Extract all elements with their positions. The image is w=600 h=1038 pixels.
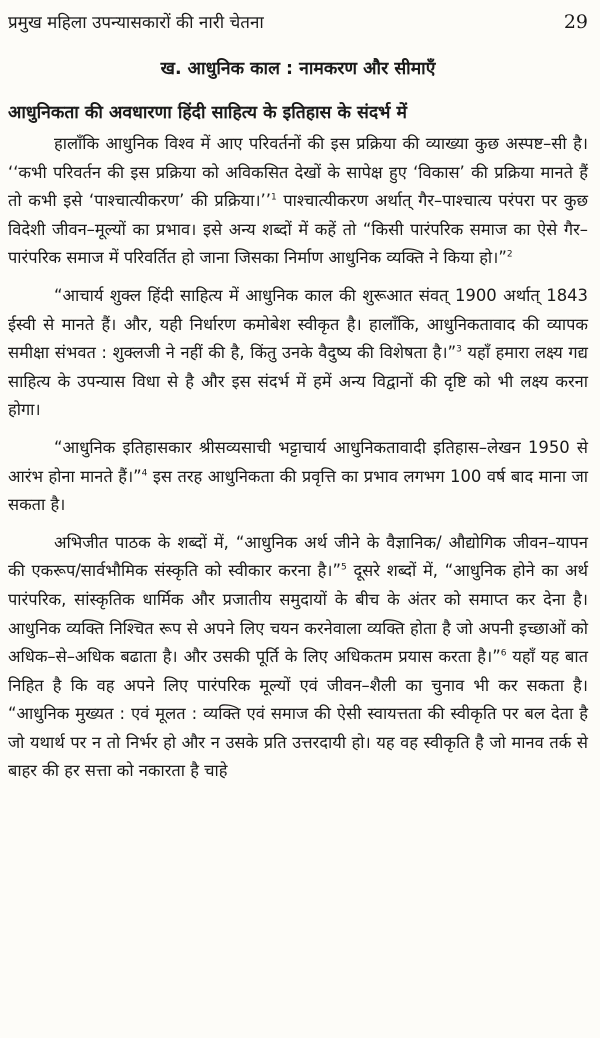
paragraph-text: अभिजीत पाठक के शब्दों में, “आधुनिक अर्थ जीने के वैज्ञानिक/ औद्योगिक जीवन–यापन की एकरूप/सार्वभौमिक संस्कृति को स्वीकार करना है।”: [8, 532, 588, 581]
subheading: आधुनिकता की अवधारणा हिंदी साहित्य के इतिहास के संदर्भ में: [8, 103, 407, 123]
paragraph-text: यहाँ हमारा लक्ष्य गद्य साहित्य के उपन्यास विधा से है और इस संदर्भ में हमें अन्य विद्वानों की दृष्टि को भी लक्ष्य करना होगा।: [8, 343, 588, 420]
paragraph-text: “आधुनिक इतिहासकार श्रीसव्यसाची भट्टाचार्य आधुनिकतावादी इतिहास–लेखन 1950 से आरंभ होना मानते हैं।”: [8, 437, 588, 486]
footnote-ref: 3: [456, 344, 462, 355]
paragraph-text: “आचार्य शुक्ल हिंदी साहित्य में आधुनिक काल की शुरूआत संवत् 1900 अर्थात् 1843 ईस्वी से मानते हैं। और, यही निर्धारण कमोबेश स्वीकृत है। हालाँकि, आधुनिकतावाद की व्यापक समीक्षा संभवत : शुक्लजी ने नहीं की है, किंतु उनके वैदुष्य की विशेषता है।”: [8, 285, 588, 363]
paragraph-text: दूसरे शब्दों में, “आधुनिक होने का अर्थ पारंपरिक, सांस्कृतिक धार्मिक और प्रजातीय समुदायों के बीच के अंतर को समाप्त कर देना है। आधुनिक व्यक्ति निश्चित रूप से अपने लिए चयन करनेवाला व्यक्ति होता है जो अपनी इच्छाओं को अधिक–से–अधिक बढाता है। और उसकी पूर्ति के लिए अधिकतम प्रयास करता है।”: [8, 561, 588, 667]
paragraph-3: [8, 434, 588, 520]
page-header: [8, 10, 588, 44]
footnote-ref: 1: [270, 192, 277, 203]
paragraph-text: इस तरह आधुनिकता की प्रवृत्ति का प्रभाव लगभग 100 वर्ष बाद माना जा सकता है।: [8, 466, 588, 515]
paragraph-text: हालाँकि आधुनिक विश्व में आए परिवर्तनों की इस प्रक्रिया की व्याख्या कुछ अस्पष्ट–सी है। ‘‘कभी परिवर्तन की इस प्रक्रिया को अविकसित देखों के सापेक्ष हुए ‘विकास’ की प्रक्रिया मानते हैं तो कभी इसे ‘पाश्चात्यीकरण’ की प्रक्रिया।’’: [8, 134, 588, 211]
footnote-ref: 5: [341, 562, 347, 573]
paragraph-1: [8, 130, 588, 273]
paragraph-2: [8, 282, 588, 425]
paragraph-text: यहाँ यह बात निहित है कि वह अपने लिए पारंपरिक मूल्यों एवं जीवन–शैली का चुनाव भी कर सकता है। “आधुनिक मुख्यत : एवं मूलत : व्यक्ति एवं समाज की ऐसी स्वायत्तता की स्वीकृति पर बल देता है जो यथार्थ पर न तो निर्भर हो और न उसके प्रति उत्तरदायी हो। यह वह स्वीकृति है जो मानव तर्क से बाहर की हर सत्ता को नकारता है चाहे: [8, 647, 588, 781]
paragraph-4: [8, 529, 588, 786]
page-number: 29: [563, 11, 588, 33]
running-title: प्रमुख महिला उपन्यासकारों की नारी चेतना: [8, 13, 264, 33]
footnote-ref: 6: [500, 648, 507, 659]
paragraph-text: पाश्चात्यीकरण अर्थात् गैर–पाश्चात्य परंपरा पर कुछ विदेशी जीवन–मूल्यों का प्रभाव। इसे अन्य शब्दों में कहें तो “किसी पारंपरिक समाज का ऐसे गैर–पारंपरिक समाज में परिवर्तित हो जाना जिसका निर्माण आधुनिक व्यक्ति ने किया हो।”: [8, 191, 588, 268]
section-title: ख. आधुनिक काल : नामकरण और सीमाएँ: [160, 59, 436, 79]
footnote-ref: 2: [506, 249, 513, 260]
footnote-ref: 4: [141, 468, 148, 479]
